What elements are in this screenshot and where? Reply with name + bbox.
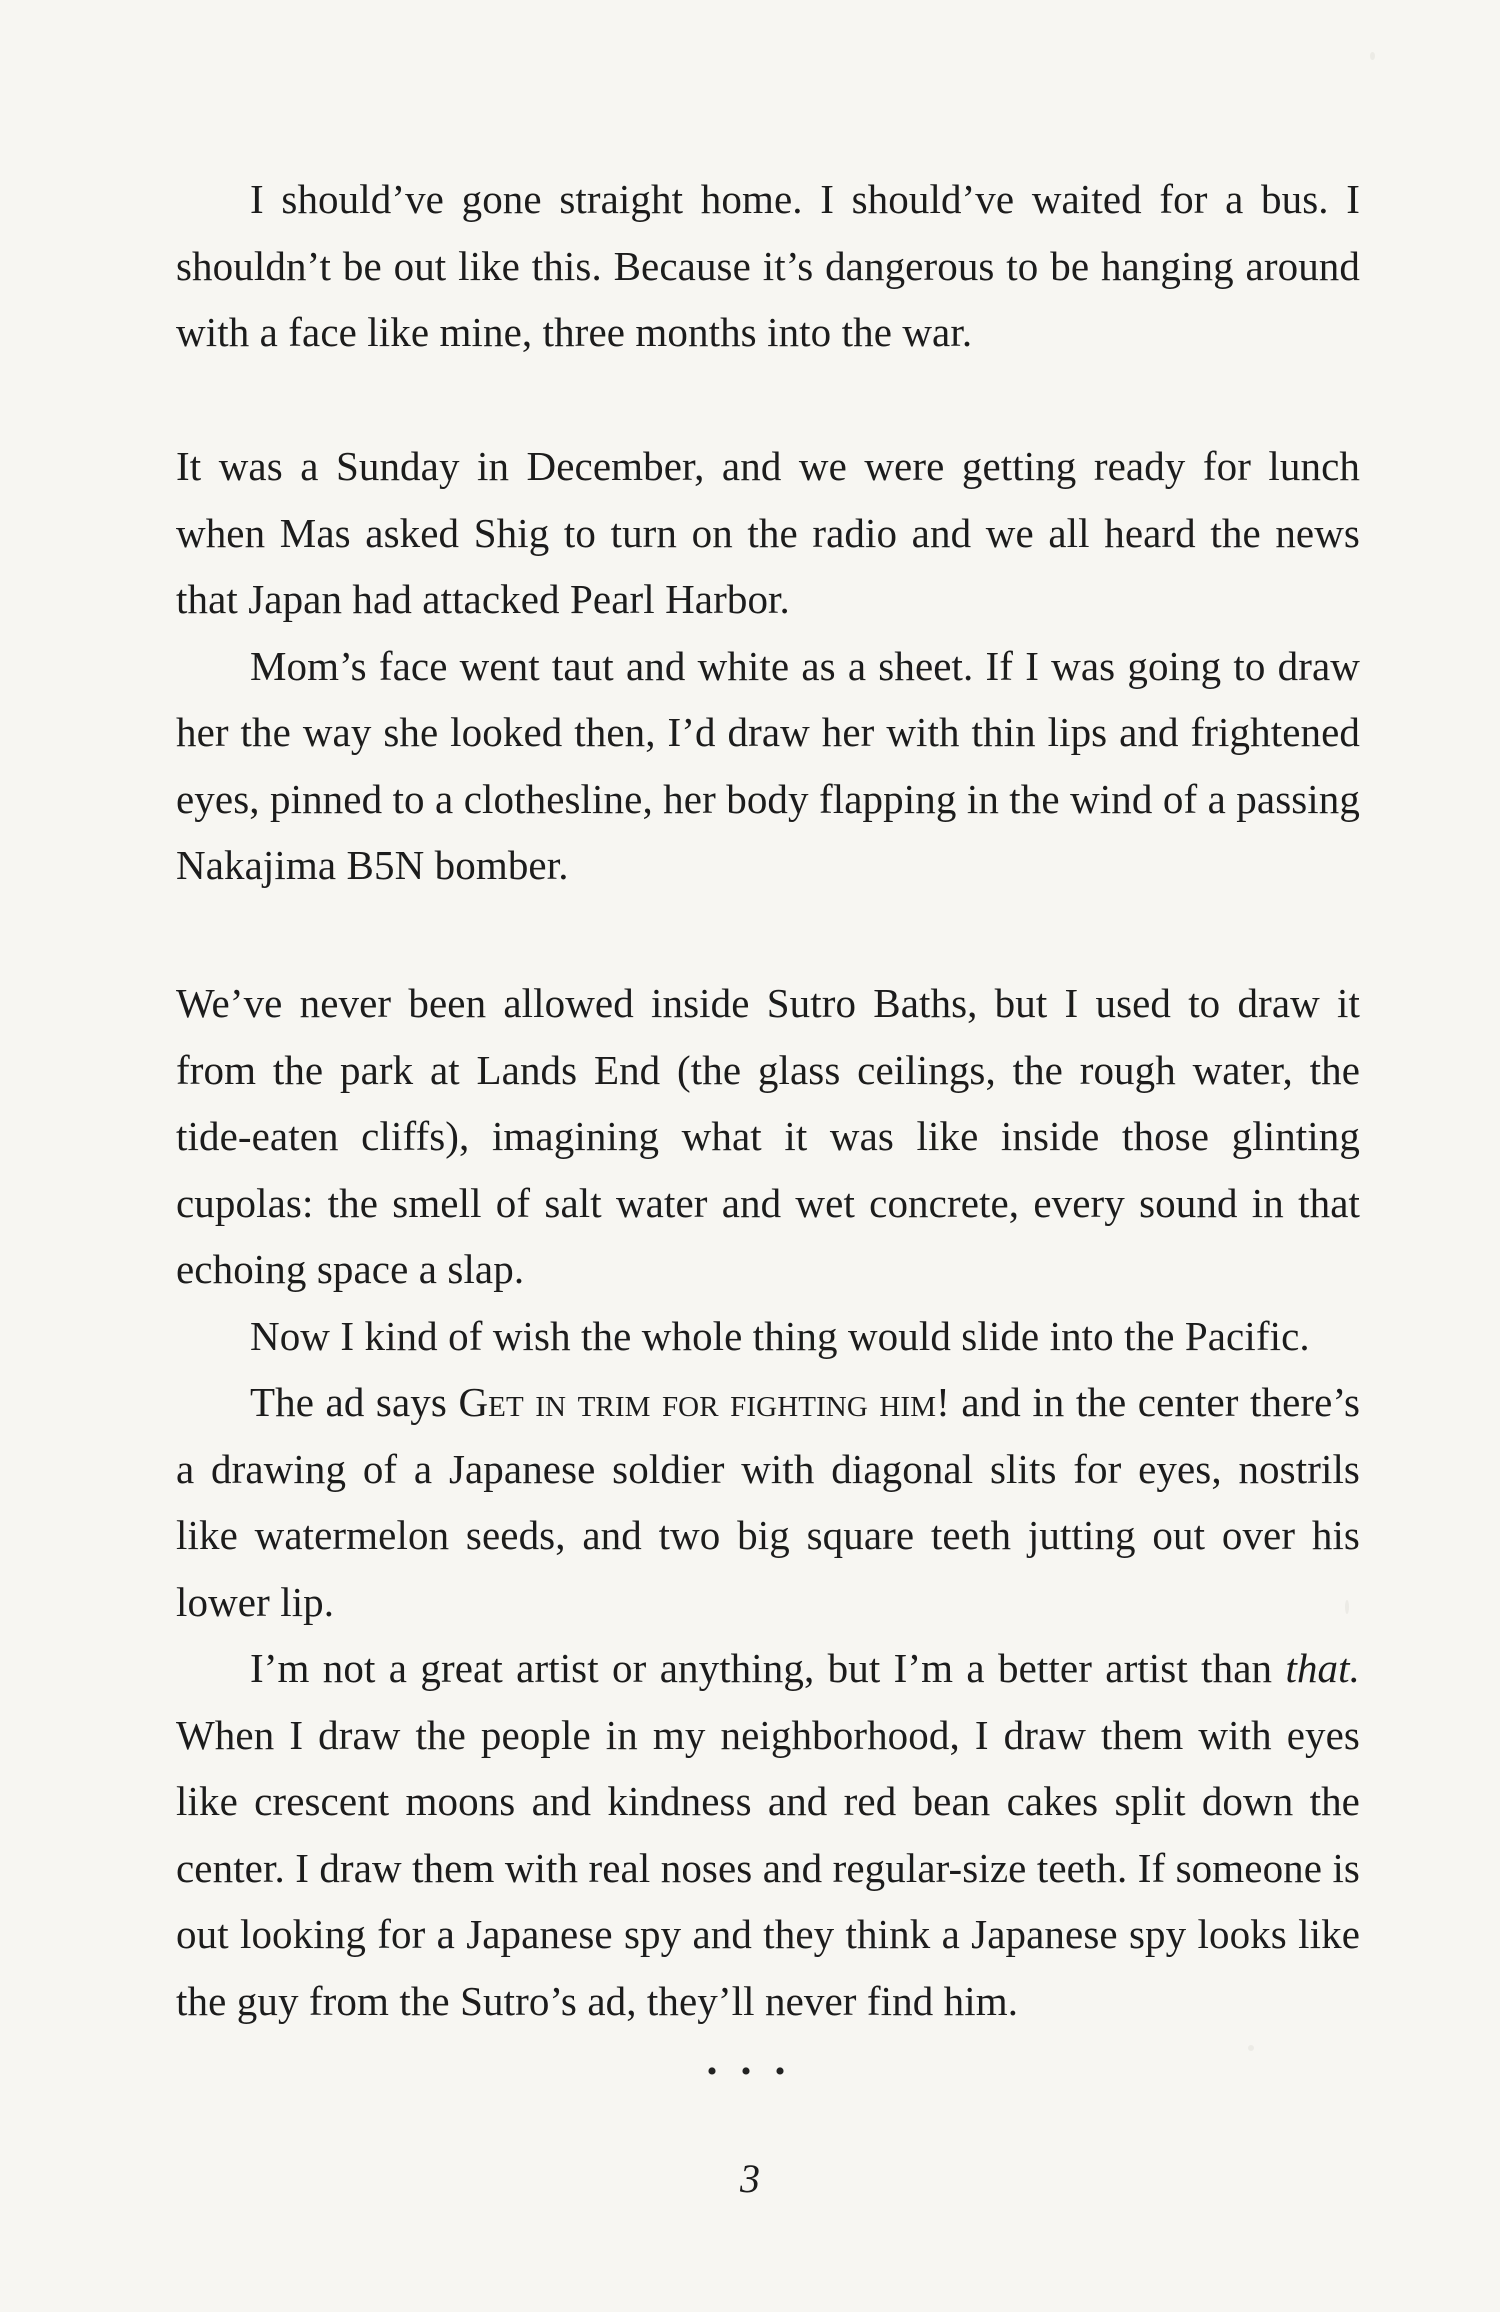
ad-slogan: Get in trim for fighting him! bbox=[458, 1379, 950, 1425]
paragraph bbox=[176, 1635, 1360, 2034]
page-number: 3 bbox=[740, 2156, 760, 2201]
paragraph: We’ve never been allowed inside Sutro Baths, but I used to draw it from the park at Lands End (the glass ceilings, the rough water, the tide-eaten cliffs), imagining what it was like inside those glinting cupolas: the smell of salt water and wet concrete, every sound in that echoing space a slap. bbox=[176, 980, 1360, 1292]
paragraph: Now I kind of wish the whole thing would slide into the Pacific. bbox=[250, 1312, 1310, 1359]
text-run: and in the center there’s a drawing of a Japanese soldier with diagonal slits for eyes, nostrils like watermelon seeds, and two big square teeth jutting out over his lower lip. bbox=[176, 1379, 1361, 1625]
paper-speck bbox=[1248, 2045, 1254, 2051]
paragraph: I should’ve gone straight home. I should’ve waited for a bus. I shouldn’t be out like this. Because it’s dangerous to be hanging around with a face like mine, three months into the war. bbox=[176, 176, 1360, 355]
text-run: The ad says bbox=[250, 1379, 459, 1425]
paper-speck bbox=[1370, 52, 1375, 60]
paragraph bbox=[176, 1369, 1360, 1635]
section-3 bbox=[176, 970, 1360, 2034]
paragraph: It was a Sunday in December, and we were getting ready for lunch when Mas asked Shig to turn on the radio and we all heard the news that Japan had attacked Pearl Harbor. bbox=[176, 443, 1360, 622]
paper-speck bbox=[1345, 1600, 1349, 1614]
section-break-dots: • • • bbox=[706, 2055, 794, 2088]
text-run: I’m not a great artist or anything, but I’m a better artist than bbox=[250, 1645, 1286, 1691]
paragraph: Mom’s face went taut and white as a sheet. If I was going to draw her the way she looked then, I’d draw her with thin lips and frightened eyes, pinned to a clothesline, her body flapping in the wind of a passing Nakajima B5N bomber. bbox=[176, 642, 1360, 888]
text-run: When I draw the people in my neighborhood, I draw them with eyes like crescent moons and kindness and red bean cakes split down the center. I draw them with real noses and regular-size teeth. If someone is out looking for a Japanese spy and they think a Japanese spy looks like the guy from the Sutro’s ad, they’ll never find him. bbox=[176, 1711, 1360, 2024]
emphasis: that. bbox=[1285, 1645, 1360, 1691]
section-2 bbox=[176, 433, 1360, 899]
section-1 bbox=[176, 166, 1360, 366]
